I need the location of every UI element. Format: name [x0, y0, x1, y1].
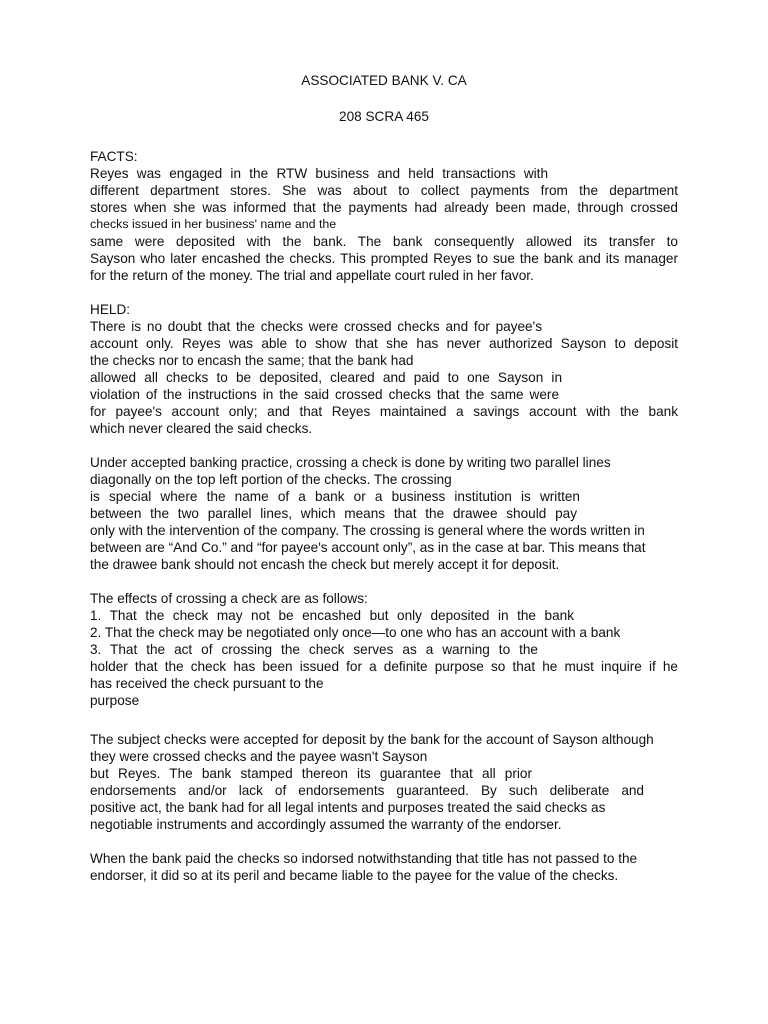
crossing-line: only with the intervention of the company. The crossing is general where the words written in	[90, 523, 645, 538]
held-line: for payee's account only; and that Reyes maintained a savings account with the bank	[90, 404, 678, 419]
facts-section	[90, 148, 678, 284]
held-line: There is no doubt that the checks were crossed checks and for payee's	[90, 319, 542, 334]
subject-line: positive act, the bank had for all legal intents and purposes treated the said checks as	[90, 800, 606, 815]
effects-item: 3. That the act of crossing the check serves as a warning to the	[90, 642, 538, 657]
subject-line: but Reyes. The bank stamped thereon its guarantee that all prior	[90, 766, 532, 781]
effects-item: 1. That the check may not be encashed but only deposited in the bank	[90, 608, 574, 623]
held-line: account only. Reyes was able to show that she has never authorized Sayson to deposit	[90, 336, 678, 351]
conclusion-line: When the bank paid the checks so indorsed notwithstanding that title has not passed to the	[90, 851, 638, 866]
crossing-line: between are “And Co.” and “for payee's account only”, as in the case at bar. This means that	[90, 540, 646, 555]
effects-line: holder that the check has been issued for a definite purpose so that he must inquire if he	[90, 659, 678, 674]
effects-line: purpose	[90, 693, 140, 708]
crossing-line: Under accepted banking practice, crossing a check is done by writing two parallel lines	[90, 455, 611, 470]
document-body	[90, 148, 678, 884]
facts-line: different department stores. She was about to collect payments from the department	[90, 183, 678, 198]
effects-intro: The effects of crossing a check are as follows:	[90, 591, 368, 606]
crossing-line: between the two parallel lines, which means that the drawee should pay	[90, 506, 577, 521]
held-section	[90, 301, 678, 437]
subject-line: endorsements and/or lack of endorsements guaranteed. By such deliberate and	[90, 783, 644, 798]
case-title: ASSOCIATED BANK V. CA	[301, 73, 467, 88]
held-line: violation of the instructions in the said crossed checks that the same were	[90, 387, 559, 402]
facts-line: Sayson who later encashed the checks. This prompted Reyes to sue the bank and its manager	[90, 251, 678, 266]
facts-line: for the return of the money. The trial and appellate court ruled in her favor.	[90, 268, 534, 283]
subject-line: The subject checks were accepted for deposit by the bank for the account of Sayson although	[90, 732, 654, 747]
held-line: allowed all checks to be deposited, cleared and paid to one Sayson in	[90, 370, 562, 385]
subject-section	[90, 731, 678, 833]
conclusion-section	[90, 850, 678, 884]
subject-line: negotiable instruments and accordingly assumed the warranty of the endorser.	[90, 817, 562, 832]
effects-section	[90, 590, 678, 709]
conclusion-line: endorser, it did so at its peril and became liable to the payee for the value of the checks.	[90, 868, 619, 883]
crossing-line: diagonally on the top left portion of the checks. The crossing	[90, 472, 452, 487]
facts-line: same were deposited with the bank. The bank consequently allowed its transfer to	[90, 234, 678, 249]
crossing-line: is special where the name of a bank or a business institution is written	[90, 489, 580, 504]
crossing-section	[90, 454, 678, 573]
facts-line: stores when she was informed that the payments had already been made, through crossed	[90, 200, 678, 215]
held-heading: HELD:	[90, 302, 131, 317]
crossing-line: the drawee bank should not encash the check but merely accept it for deposit.	[90, 557, 560, 572]
effects-line: has received the check pursuant to the	[90, 676, 324, 691]
facts-line: checks issued in her business' name and the	[90, 217, 337, 231]
facts-heading: FACTS:	[90, 149, 138, 164]
held-line: the checks nor to encash the same; that the bank had	[90, 353, 414, 368]
case-citation: 208 SCRA 465	[339, 109, 429, 124]
effects-item: 2. That the check may be negotiated only once—to one who has an account with a bank	[90, 625, 621, 640]
subject-line: they were crossed checks and the payee wasn't Sayson	[90, 749, 428, 764]
held-line: which never cleared the said checks.	[90, 421, 313, 436]
facts-line: Reyes was engaged in the RTW business and held transactions with	[90, 166, 548, 181]
